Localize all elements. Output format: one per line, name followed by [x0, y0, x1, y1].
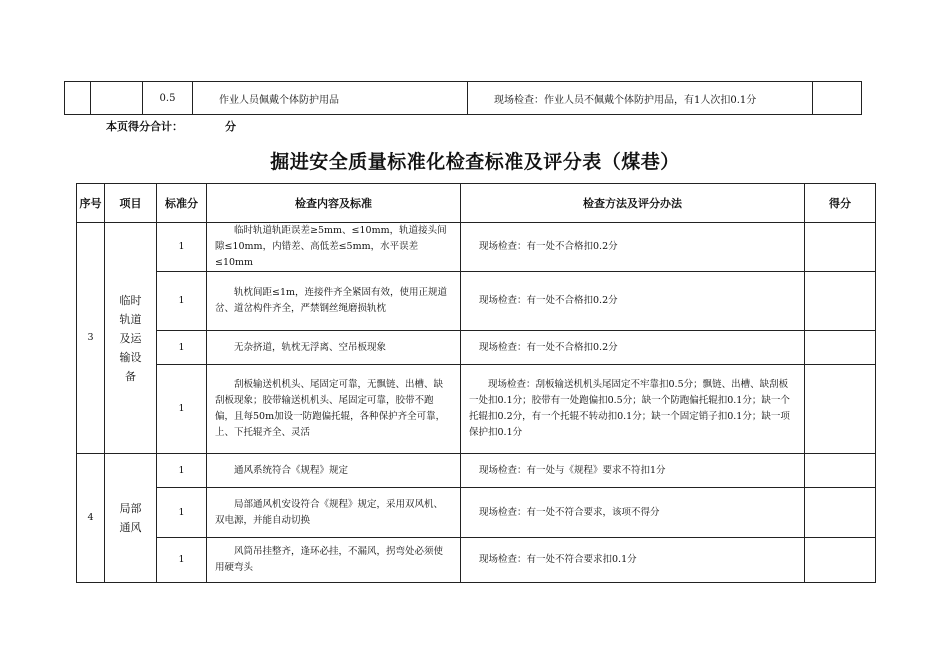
score-cell[interactable] — [805, 365, 876, 454]
header-project: 项目 — [105, 184, 157, 223]
std-score-cell: 1 — [157, 488, 207, 538]
score-cell[interactable] — [805, 454, 876, 488]
std-score-cell: 1 — [157, 223, 207, 272]
previous-page-table — [64, 81, 862, 115]
content-cell: 局部通风机安设符合《规程》规定，采用双风机、双电源，并能自动切换 — [207, 488, 461, 538]
content-cell: 刮板输送机机头、尾固定可靠，无飘链、出槽、缺刮板现象；胶带输送机机头、尾固定可靠，胶带不跑偏，且每50m加设一防跑偏托辊，各种保护齐全可靠，上、下托辊齐全、灵活 — [207, 365, 461, 454]
score-cell[interactable] — [813, 82, 862, 115]
std-score-cell: 1 — [157, 538, 207, 583]
method-cell: 现场检查：有一处不符合要求扣0.1分 — [461, 538, 805, 583]
score-table — [76, 183, 876, 583]
header-std-score: 标准分 — [157, 184, 207, 223]
seq-cell: 4 — [77, 454, 105, 583]
method-cell: 现场检查：有一处与《规程》要求不符扣1分 — [461, 454, 805, 488]
content-cell: 临时轨道轨距误差≥5mm、≤10mm，轨道接头间隙≤10mm，内错差、高低差≤5mm，水平误差≤10mm — [207, 223, 461, 272]
table-row — [77, 454, 876, 488]
header-seq: 序号 — [77, 184, 105, 223]
method-cell: 现场检查：刮板输送机机头尾固定不牢靠扣0.5分；飘链、出槽、缺刮板一处扣0.1分；胶带有一处跑偏扣0.5分；缺一个防跑偏托辊扣0.1分；缺一个托辊扣0.2分，有一个托辊不转动扣0.1分；缺一个固定销子扣0.1分；缺一项保护扣0.1分 — [461, 365, 805, 454]
method-cell: 现场检查：有一处不合格扣0.2分 — [461, 223, 805, 272]
header-content: 检查内容及标准 — [207, 184, 461, 223]
page-subtotal-unit: 分 — [225, 120, 236, 133]
std-score-cell: 1 — [157, 272, 207, 331]
score-cell[interactable] — [805, 272, 876, 331]
method-cell: 现场检查：有一处不符合要求，该项不得分 — [461, 488, 805, 538]
content-cell: 通风系统符合《规程》规定 — [207, 454, 461, 488]
method-cell: 现场检查：有一处不合格扣0.2分 — [461, 331, 805, 365]
header-score: 得分 — [805, 184, 876, 223]
header-method: 检查方法及评分办法 — [461, 184, 805, 223]
content-cell: 风筒吊挂整齐，逢环必挂，不漏风，拐弯处必须使用硬弯头 — [207, 538, 461, 583]
score-cell[interactable] — [805, 538, 876, 583]
project-cell — [91, 82, 143, 115]
table-row — [77, 538, 876, 583]
table-row — [77, 272, 876, 331]
table-row — [77, 223, 876, 272]
table-row — [65, 82, 862, 115]
page-title: 掘进安全质量标准化检查标准及评分表（煤巷） — [270, 151, 680, 173]
std-score-cell: 1 — [157, 331, 207, 365]
seq-cell: 3 — [77, 223, 105, 454]
std-score-cell: 0.5 — [143, 82, 193, 115]
seq-cell — [65, 82, 91, 115]
project-cell: 临时轨道及运输设备 — [105, 223, 157, 454]
std-score-cell: 1 — [157, 454, 207, 488]
content-cell: 作业人员佩戴个体防护用品 — [193, 82, 468, 115]
header-row — [77, 184, 876, 223]
content-cell: 无杂挤道，轨枕无浮离、空吊板现象 — [207, 331, 461, 365]
table-row — [77, 365, 876, 454]
score-cell[interactable] — [805, 331, 876, 365]
method-cell: 现场检查：作业人员不佩戴个体防护用品，有1人次扣0.1分 — [468, 82, 813, 115]
score-cell[interactable] — [805, 223, 876, 272]
table-row — [77, 331, 876, 365]
project-cell: 局部通风 — [105, 454, 157, 583]
score-cell[interactable] — [805, 488, 876, 538]
method-cell: 现场检查：有一处不合格扣0.2分 — [461, 272, 805, 331]
content-cell: 轨枕间距≤1m，连接件齐全紧固有效，使用正规道岔、道岔构件齐全，严禁钢丝绳磨损轨枕 — [207, 272, 461, 331]
std-score-cell: 1 — [157, 365, 207, 454]
table-row — [77, 488, 876, 538]
page-subtotal-label: 本页得分合计： — [106, 120, 183, 133]
